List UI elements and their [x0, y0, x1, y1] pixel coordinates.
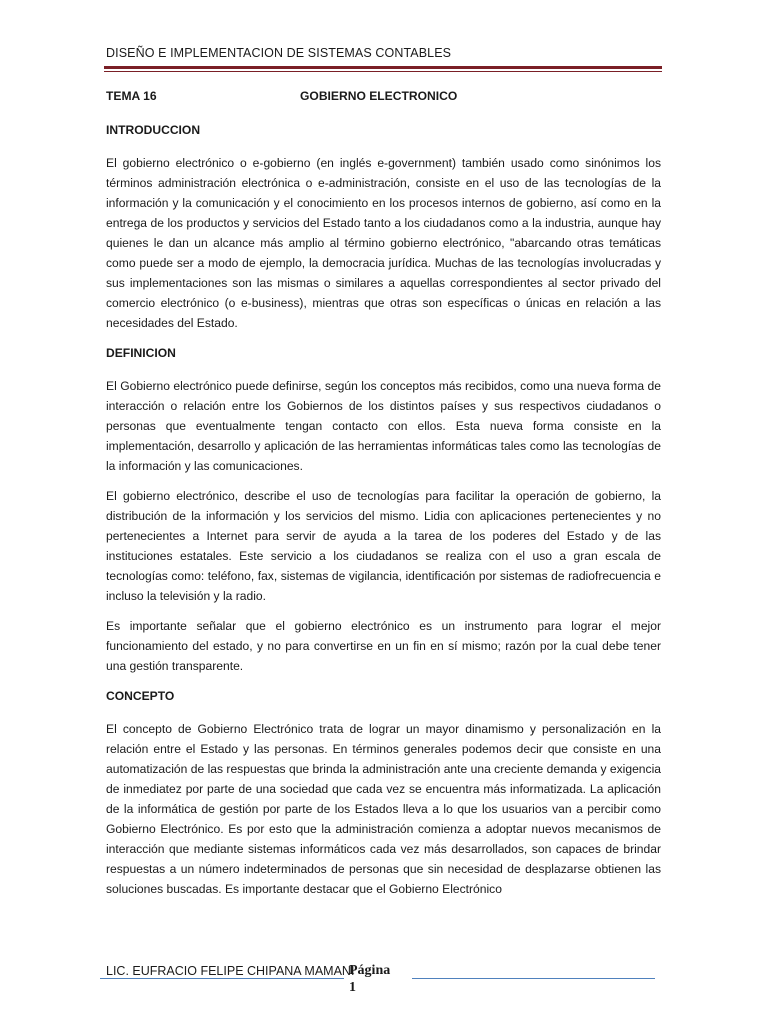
footer-rule-left	[100, 978, 344, 979]
paragraph-definicion-2: El gobierno electrónico, describe el uso de tecnologías para facilitar la operación de gobierno, la distribución de la información y los servicios del mismo. Lidia con aplicaciones pertenecientes y no pertenecientes a Internet para servir de ayuda a la tarea de los poderes del Estado y de las instituciones estatales. Este servicio a los ciudadanos se realiza con el uso a gran escala de tecnologías como: teléfono, fax, sistemas de vigilancia, identificación por sistemas de radiofrecuencia e incluso la televisión y la radio.	[106, 489, 661, 603]
section-title-introduccion: INTRODUCCION	[106, 123, 201, 137]
section-title-concepto: CONCEPTO	[106, 689, 175, 703]
section-title-definicion: DEFINICION	[106, 346, 176, 360]
running-header: DISEÑO E IMPLEMENTACION DE SISTEMAS CONTABLES	[106, 46, 452, 60]
paragraph-concepto: El concepto de Gobierno Electrónico trata de lograr un mayor dinamismo y personalización en la relación entre el Estado y las personas. En términos generales podemos decir que consiste en una automatización de las respuestas que brinda la administración ante una creciente demanda y exigencia de inmediatez por parte de una sociedad que cada vez se encuentra más informatizada. La aplicación de la informática de gestión por parte de los Estados lleva a lo que los usuarios van a percibir como Gobierno Electrónico. Es por esto que la administración comienza a adoptar nuevos mecanismos de interacción que mediante sistemas informáticos cada vez más desarrollados, son capaces de brindar respuestas a un número indeterminados de personas que sin necesidad de desplazarse obtienen las soluciones buscadas. Es importante destacar que el Gobierno Electrónico	[106, 722, 661, 896]
paragraph-definicion-3: Es importante señalar que el gobierno electrónico es un instrumento para lograr el mejor funcionamiento del estado, y no para convertirse en un fin en sí mismo; razón por la cual debe tener una gestión transparente.	[106, 619, 661, 673]
document-body	[106, 86, 661, 909]
topic-heading	[106, 86, 661, 106]
header-rule-thin	[104, 71, 662, 72]
topic-number: TEMA 16	[106, 89, 157, 103]
footer-page-number	[349, 962, 390, 996]
header-rule	[104, 66, 662, 69]
paragraph-definicion-1: El Gobierno electrónico puede definirse, según los conceptos más recibidos, como una nueva forma de interacción o relación entre los Gobiernos de los distintos países y sus respectivos ciudadanos o personas que eventualmente tengan contacto con ellos. Esta nueva forma consiste en la implementación, desarrollo y aplicación de las herramientas informáticas tales como las tecnologías de la información y las comunicaciones.	[106, 379, 661, 473]
paragraph-introduccion: El gobierno electrónico o e-gobierno (en inglés e-government) también usado como sinónimos los términos administración electrónica o e-administración, consiste en el uso de las tecnologías de la información y la comunicación y el conocimiento en los procesos internos de gobierno, así como en la entrega de los productos y servicios del Estado tanto a los ciudadanos como a la industria, aunque hay quienes le dan un alcance más amplio al término gobierno electrónico, "abarcando otras temáticas como puede ser a modo de ejemplo, la democracia jurídica. Muchas de las tecnologías involucradas y sus implementaciones son las mismas o similares a aquellas correspondientes al sector privado del comercio electrónico (o e-business), mientras que otras son específicas o únicas en relación a las necesidades del Estado.	[106, 156, 661, 330]
footer-author: LIC. EUFRACIO FELIPE CHIPANA MAMANI	[106, 964, 355, 978]
page-label: Página	[349, 963, 391, 978]
page-number: 1	[349, 980, 356, 995]
footer-rule-right	[412, 978, 655, 979]
topic-title: GOBIERNO ELECTRONICO	[300, 89, 458, 103]
